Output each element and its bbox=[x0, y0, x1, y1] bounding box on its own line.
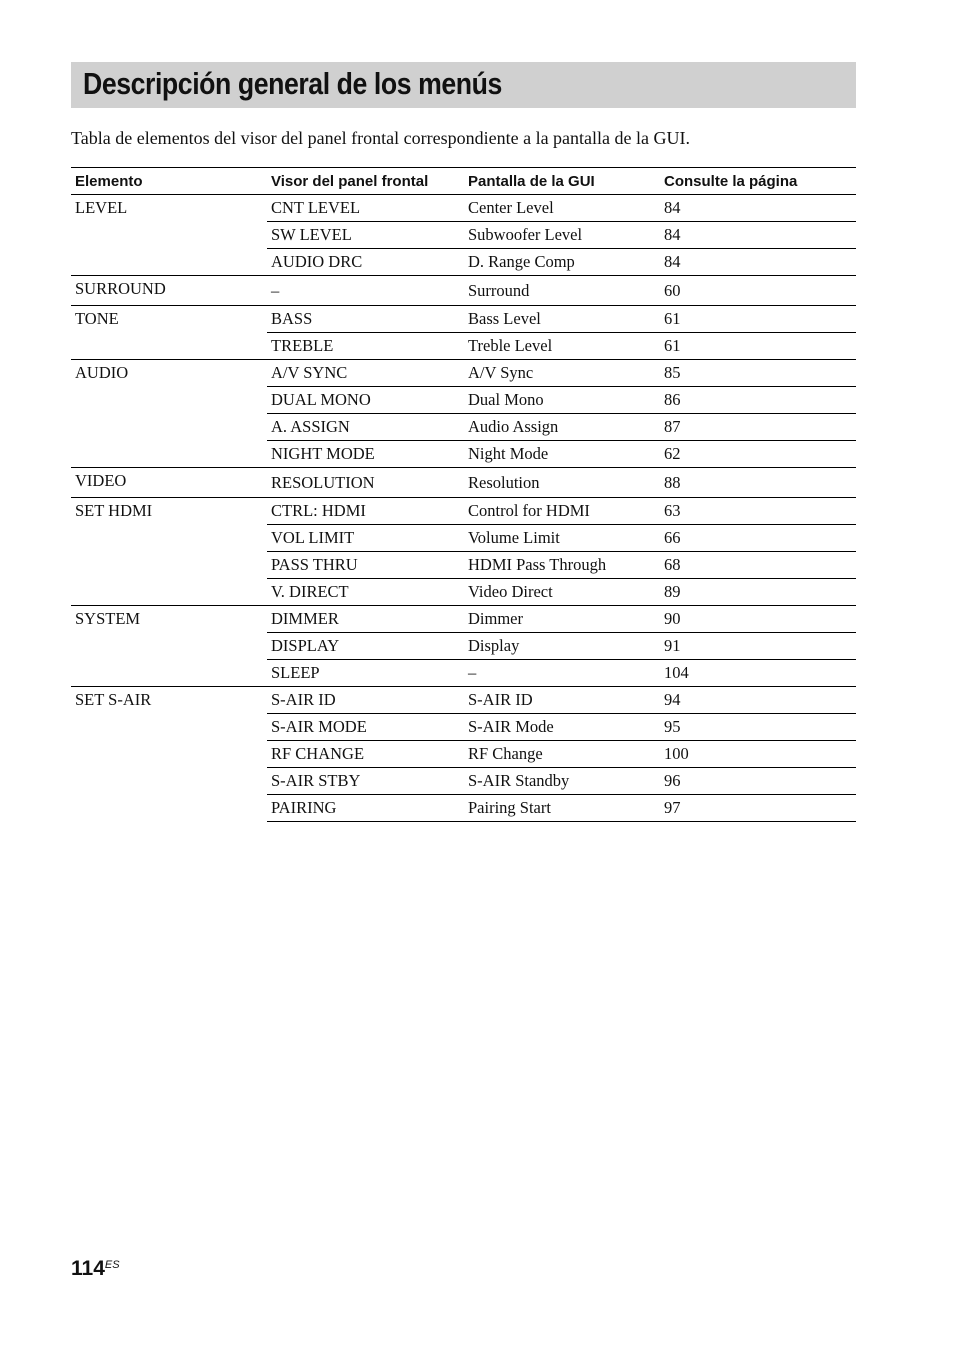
cell-front-panel: TREBLE bbox=[267, 333, 464, 360]
cell-page-ref: 61 bbox=[660, 333, 856, 360]
title-bar bbox=[71, 62, 856, 108]
menu-table bbox=[71, 167, 856, 822]
cell-gui-screen: Night Mode bbox=[464, 441, 660, 468]
cell-element: SYSTEM bbox=[71, 606, 267, 687]
cell-gui-screen: HDMI Pass Through bbox=[464, 552, 660, 579]
table-row bbox=[71, 498, 856, 525]
table-header-row bbox=[71, 168, 856, 195]
cell-gui-screen: Dimmer bbox=[464, 606, 660, 633]
cell-page-ref: 63 bbox=[660, 498, 856, 525]
cell-gui-screen: Control for HDMI bbox=[464, 498, 660, 525]
cell-front-panel: V. DIRECT bbox=[267, 579, 464, 606]
cell-element: SURROUND bbox=[71, 276, 267, 306]
table-body bbox=[71, 195, 856, 822]
cell-page-ref: 62 bbox=[660, 441, 856, 468]
cell-element: AUDIO bbox=[71, 360, 267, 468]
table-row bbox=[71, 195, 856, 222]
cell-page-ref: 95 bbox=[660, 714, 856, 741]
cell-front-panel: SW LEVEL bbox=[267, 222, 464, 249]
cell-gui-screen: S-AIR ID bbox=[464, 687, 660, 714]
cell-element: TONE bbox=[71, 306, 267, 360]
cell-gui-screen: D. Range Comp bbox=[464, 249, 660, 276]
cell-front-panel: BASS bbox=[267, 306, 464, 333]
cell-front-panel: AUDIO DRC bbox=[267, 249, 464, 276]
cell-page-ref: 68 bbox=[660, 552, 856, 579]
header-pantalla: Pantalla de la GUI bbox=[464, 168, 660, 195]
cell-page-ref: 91 bbox=[660, 633, 856, 660]
cell-page-ref: 88 bbox=[660, 468, 856, 498]
cell-gui-screen: Display bbox=[464, 633, 660, 660]
cell-gui-screen: Surround bbox=[464, 276, 660, 306]
cell-page-ref: 87 bbox=[660, 414, 856, 441]
cell-gui-screen: – bbox=[464, 660, 660, 687]
cell-front-panel: DIMMER bbox=[267, 606, 464, 633]
cell-gui-screen: Audio Assign bbox=[464, 414, 660, 441]
cell-front-panel: PAIRING bbox=[267, 795, 464, 822]
page-number bbox=[71, 1257, 120, 1281]
cell-front-panel: A/V SYNC bbox=[267, 360, 464, 387]
header-pagina: Consulte la página bbox=[660, 168, 856, 195]
cell-front-panel: CNT LEVEL bbox=[267, 195, 464, 222]
table-row bbox=[71, 306, 856, 333]
cell-front-panel: S-AIR STBY bbox=[267, 768, 464, 795]
cell-front-panel: – bbox=[267, 276, 464, 306]
intro-text: Tabla de elementos del visor del panel frontal correspondiente a la pantalla de la GUI. bbox=[71, 128, 690, 148]
cell-gui-screen: S-AIR Mode bbox=[464, 714, 660, 741]
cell-front-panel: RESOLUTION bbox=[267, 468, 464, 498]
cell-front-panel: S-AIR MODE bbox=[267, 714, 464, 741]
cell-page-ref: 84 bbox=[660, 195, 856, 222]
table-row bbox=[71, 606, 856, 633]
cell-page-ref: 85 bbox=[660, 360, 856, 387]
cell-front-panel: RF CHANGE bbox=[267, 741, 464, 768]
cell-gui-screen: Dual Mono bbox=[464, 387, 660, 414]
cell-gui-screen: Volume Limit bbox=[464, 525, 660, 552]
table-row bbox=[71, 276, 856, 306]
cell-gui-screen: Subwoofer Level bbox=[464, 222, 660, 249]
cell-front-panel: VOL LIMIT bbox=[267, 525, 464, 552]
cell-front-panel: DISPLAY bbox=[267, 633, 464, 660]
page-number-value: 114 bbox=[71, 1257, 105, 1280]
cell-element: VIDEO bbox=[71, 468, 267, 498]
cell-gui-screen: S-AIR Standby bbox=[464, 768, 660, 795]
cell-page-ref: 89 bbox=[660, 579, 856, 606]
page-title: Descripción general de los menús bbox=[83, 66, 502, 101]
cell-gui-screen: Resolution bbox=[464, 468, 660, 498]
cell-page-ref: 100 bbox=[660, 741, 856, 768]
cell-page-ref: 66 bbox=[660, 525, 856, 552]
cell-page-ref: 97 bbox=[660, 795, 856, 822]
page-language-suffix: ES bbox=[104, 1259, 120, 1271]
cell-page-ref: 94 bbox=[660, 687, 856, 714]
cell-gui-screen: Center Level bbox=[464, 195, 660, 222]
cell-page-ref: 104 bbox=[660, 660, 856, 687]
cell-gui-screen: A/V Sync bbox=[464, 360, 660, 387]
cell-page-ref: 60 bbox=[660, 276, 856, 306]
cell-page-ref: 96 bbox=[660, 768, 856, 795]
table-row bbox=[71, 687, 856, 714]
cell-gui-screen: Treble Level bbox=[464, 333, 660, 360]
cell-page-ref: 61 bbox=[660, 306, 856, 333]
cell-front-panel: A. ASSIGN bbox=[267, 414, 464, 441]
table-row bbox=[71, 360, 856, 387]
cell-page-ref: 84 bbox=[660, 222, 856, 249]
header-elemento: Elemento bbox=[71, 168, 267, 195]
cell-element: LEVEL bbox=[71, 195, 267, 276]
cell-front-panel: SLEEP bbox=[267, 660, 464, 687]
cell-page-ref: 84 bbox=[660, 249, 856, 276]
cell-front-panel: NIGHT MODE bbox=[267, 441, 464, 468]
cell-front-panel: PASS THRU bbox=[267, 552, 464, 579]
cell-page-ref: 86 bbox=[660, 387, 856, 414]
cell-gui-screen: Bass Level bbox=[464, 306, 660, 333]
cell-gui-screen: Video Direct bbox=[464, 579, 660, 606]
cell-element: SET HDMI bbox=[71, 498, 267, 606]
cell-element: SET S-AIR bbox=[71, 687, 267, 822]
cell-front-panel: CTRL: HDMI bbox=[267, 498, 464, 525]
table-row bbox=[71, 468, 856, 498]
cell-gui-screen: Pairing Start bbox=[464, 795, 660, 822]
cell-gui-screen: RF Change bbox=[464, 741, 660, 768]
cell-front-panel: DUAL MONO bbox=[267, 387, 464, 414]
header-visor: Visor del panel frontal bbox=[267, 168, 464, 195]
cell-front-panel: S-AIR ID bbox=[267, 687, 464, 714]
cell-page-ref: 90 bbox=[660, 606, 856, 633]
